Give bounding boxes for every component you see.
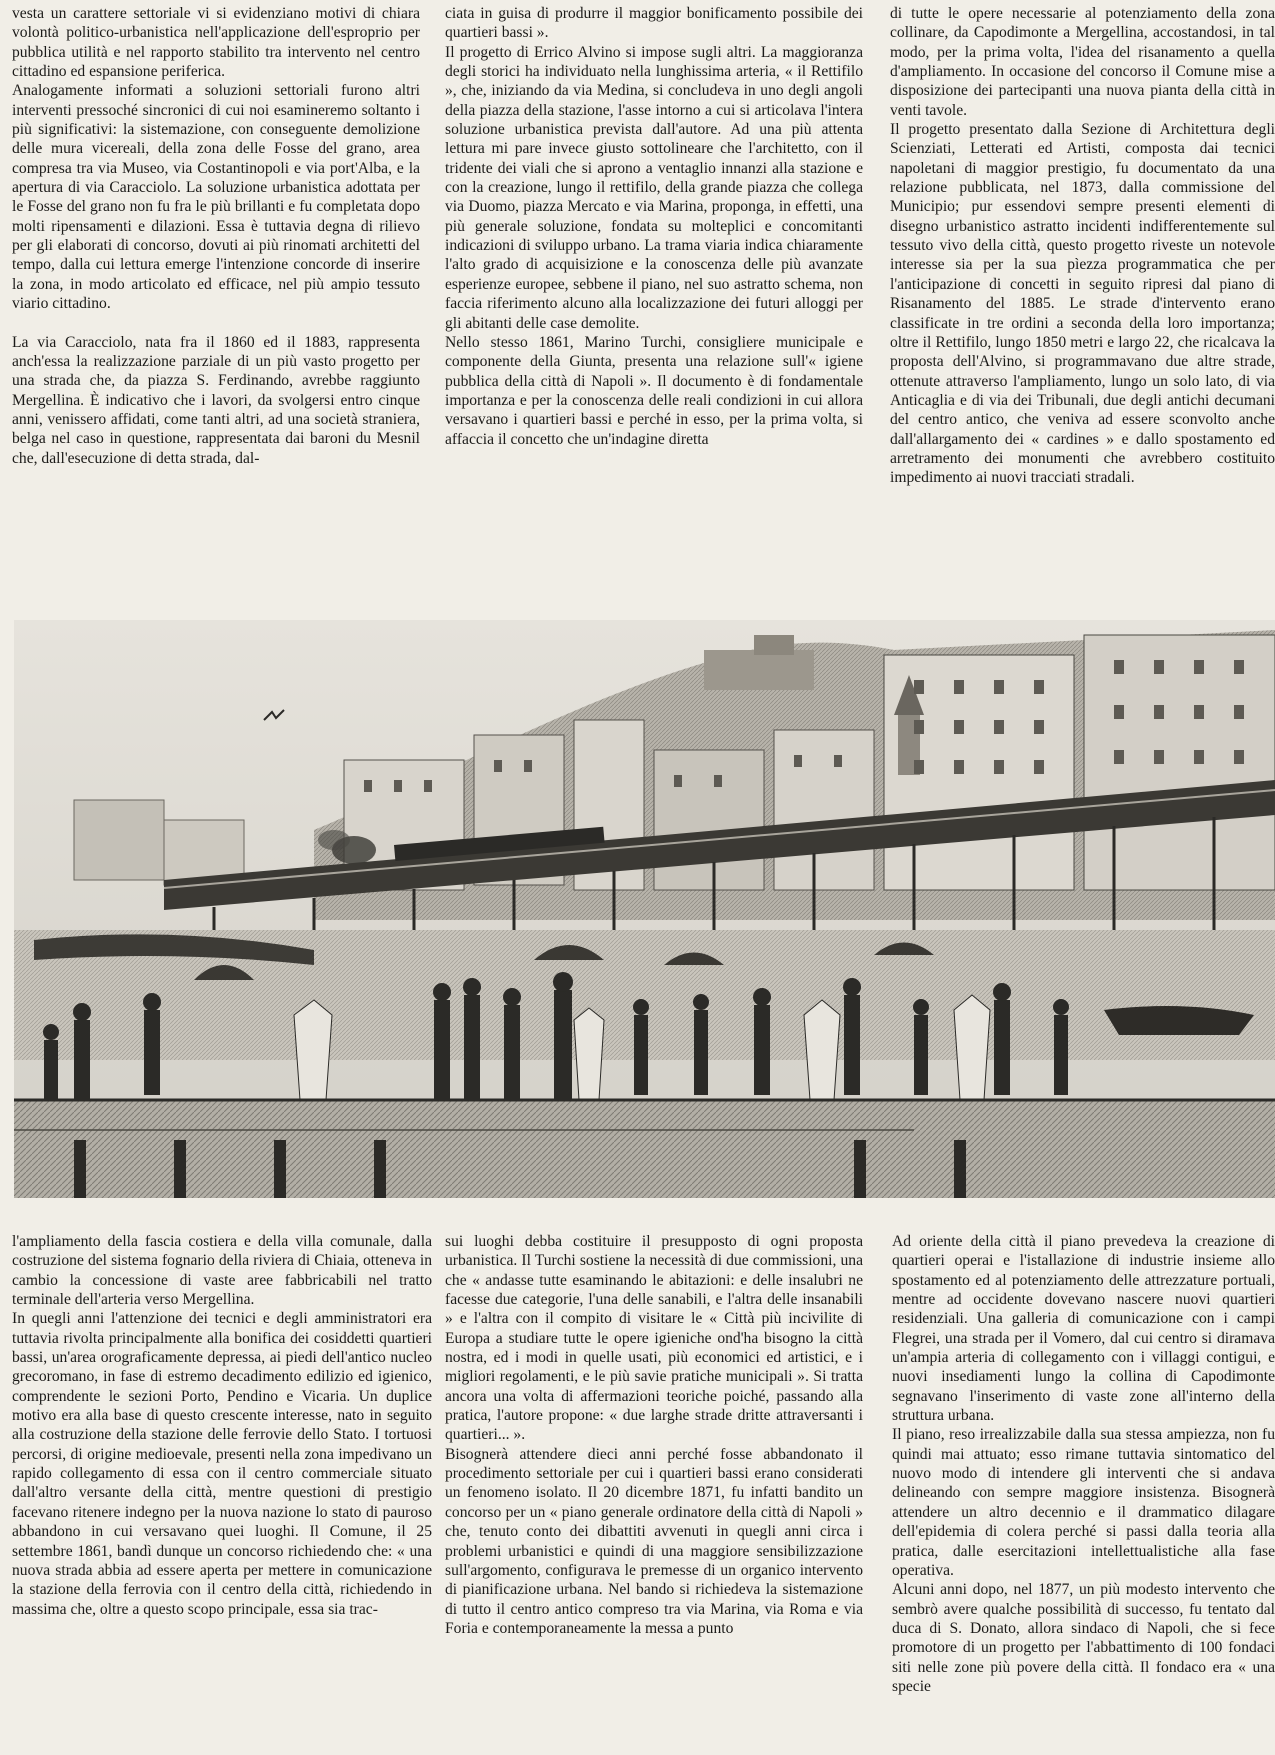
paragraph: Il progetto di Errico Alvino si impose sugli altri. La maggioranza degli storici ha individuato nella lunghissima arteria, « il Rettifilo », che, iniziando da via Medina, si concludeva in uno degli angoli della piazza della stazione, l'asse intorno a cui si articolava l'intera soluzione urbanistica prevista dall'autore. Ad una più attenta lettura mi pare invece giusto sottolineare che l'architetto, con il tridente dei viali che si aprono a ventaglio innanzi alla stazione e con la creazione, lungo il rettifilo, della grande piazza che collega via Duomo, piazza Mercato e via Marina, proponga, in effetti, una più generale soluzione, fondata su molteplici e concomitanti indicazioni di sviluppo urbano. La trama viaria indica chiaramente l'alto grado di acquisizione e la conoscenza delle più avanzate esperienze europee, sebbene il piano, nel suo astratto schema, non faccia riferimento alcuno alla localizzazione dei futuri alloggi per gli abitanti delle case demolite. bbox=[445, 43, 863, 332]
paragraph: Il progetto presentato dalla Sezione di Architettura degli Scienziati, Letterati ed Artisti, composta dai tecnici napoletani di maggior prestigio, fu documentato da una relazione pubblicata, nel 1873, dalla commissione del Municipio; pur essendovi sempre presenti elementi di disegno urbanistico astratto incidenti indifferentemente sul tessuto vivo della città, questo progetto riveste un notevole interesse sia per la sua pìezza programmatica che per l'anticipazione di concetti in seguito ripresi dal piano di Risanamento del 1885. Le strade d'intervento erano classificate in tre ordini a seconda della loro importanza; oltre il Rettifilo, lungo 1850 metri e largo 22, che ricalcava la proposta dell'Alvino, si programmavano due altre strade, ottenute attraverso l'ampliamento, lungo un solo lato, di via Anticaglia e di via dei Tribunali, due degli antichi decumani del centro antico, che veniva ad essere sconvolto anche dall'allargamento dei « cardines » e dallo spostamento ed arretramento dei monumenti che avrebbero costituito impedimento ai nuovi tracciati stradali. bbox=[890, 121, 1275, 487]
paragraph: Analogamente informati a soluzioni settoriali furono altri interventi pressoché sincronici di cui noi esamineremo soltanto i più significativi: la sistemazione, con conseguente demolizione delle mura vicereali, della zona delle Fosse del grano, area compresa tra via Museo, via Costantinopoli e via port'Alba, e la apertura di via Caracciolo. La soluzione urbanistica adottata per le Fosse del grano non fu fra le più brillanti e fu completata dopo molti ripensamenti e dilazioni. Essa è tuttavia degna di rilievo per gli elaborati di concorso, dovuti ai più rinomati architetti del tempo, dalla cui lettura emerge l'intenzione concorde di inserire la zona, in modo articolato ed efficace, nel più ampio tessuto viario cittadino. bbox=[12, 82, 420, 313]
text-column-top-middle bbox=[445, 4, 863, 598]
paragraph: vesta un carattere settoriale vi si evidenziano motivi di chiara volontà politico-urbanistica nell'applicazione dell'esproprio per pubblica utilità e nel rapporto stabilito tra intervento nel centro cittadino ed espansione periferica. bbox=[12, 5, 420, 81]
text-column-top-left bbox=[12, 4, 420, 467]
paragraph: sui luoghi debba costituire il presupposto di ogni proposta urbanistica. Il Turchi sostiene la necessità di due commissioni, una che « andasse tutte esaminando le abitazioni: e delle insalubri ne facesse due categorie, l'una delle sanabili, e l'altra delle insanabili » e l'altra con il compito di visitare le « Città più incivilite di Europa a studiare tutte le opere igieniche ond'ha bisogno la città nostra, ed i modi in quelle usati, più economici ed artistici, e i migliori regolamenti, e le più savie pratiche municipali ». Si tratta ancora una volta di affermazioni teoriche poiché, passando alla pratica, l'autore propone: « due larghe strade dritte attraversanti i quartieri... ». bbox=[445, 1233, 863, 1444]
paragraph: Bisognerà attendere dieci anni perché fosse abbandonato il procedimento settoriale per cui i quartieri bassi erano considerati un fenomeno isolato. Il 20 dicembre 1871, fu infatti bandito un concorso per un « piano generale ordinatore della città di Napoli » che, tenuto conto dei dibattiti avvenuti in quegli anni circa i problemi urbanistici e quindi di una maggiore sensibilizzazione sull'argomento, configurava le premesse di un organico intervento di pianificazione urbana. Nel bando si richiedeva la sistemazione di tutto il centro antico compreso tra via Marina, via Roma e via Foria e contemporaneamente la messa a punto bbox=[445, 1445, 863, 1637]
paragraph: In quegli anni l'attenzione dei tecnici e degli amministratori era tuttavia rivolta principalmente alla bonifica dei cosiddetti quartieri bassi, un'area orograficamente depressa, ai piedi dell'antico nucleo grecoromano, in fase di estremo decadimento edilizio ed igienico, comprendente le sezioni Porto, Pendino e Vicaria. Un duplice motivo era alla base di questo crescente interesse, nato in seguito alla costruzione della stazione delle ferrovie dello Stato. I tortuosi percorsi, di origine medioevale, presenti nella zona impedivano un rapido collegamento di essa con il centro commerciale situato dall'altro versante della città, mentre questioni di prestigio facevano ritenere indegno per la nuova nazione lo stato di pauroso abbandono in cui versavano quei luoghi. Il Comune, il 25 settembre 1861, bandì dunque un concorso richiedendo che: « una nuova strada abbia ad essere aperta per mettere in comunicazione la stazione della ferrovia con il centro della città, richiedendo in massima che, oltre a questo scopo principale, essa sia trac- bbox=[12, 1310, 432, 1618]
paragraph: di tutte le opere necessarie al potenziamento della zona collinare, da Capodimonte a Mergellina, accostandosi, in tal modo, per la prima volta, l'idea del risanamento a quella d'ampliamento. In occasione del concorso il Comune mise a disposizione dei partecipanti una nuova pianta della città in venti tavole. bbox=[890, 5, 1275, 119]
paragraph: Alcuni anni dopo, nel 1877, un più modesto intervento che sembrò avere qualche possibilità di successo, fu tentato dal duca di S. Donato, allora sindaco di Napoli, che si fece promotore di un progetto per l'abbattimento di 100 fondaci siti nelle zone più povere della città. Il fondaco era « una specie bbox=[892, 1581, 1275, 1695]
paragraph: l'ampliamento della fascia costiera e della villa comunale, dalla costruzione del sistema fognario della riviera di Chiaia, otteneva in cambio la concessione di vaste aree fabbricabili nel tratto terminale dell'arteria verso Mergellina. bbox=[12, 1233, 432, 1309]
paragraph: Nello stesso 1861, Marino Turchi, consigliere municipale e componente della Giunta, presenta una relazione sull'« igiene pubblica della città di Napoli ». Il documento è di fondamentale importanza e per la conoscenza delle reali condizioni in cui allora versavano i quartieri bassi e perché in esso, per la prima volta, si affaccia il concetto che un'indagine diretta bbox=[445, 333, 863, 448]
text-column-top-right bbox=[890, 4, 1275, 598]
engraving-drawing bbox=[14, 620, 1275, 1198]
paragraph: Il piano, reso irrealizzabile dalla sua stessa ampiezza, non fu quindi mai attuato; esso rimane tuttavia sintomatico del nuovo modo di intendere gli interventi che si andava delineando con sempre maggiore insistenza. Bisognerà attendere un altro decennio e il drammatico dilagare dell'epidemia di colera perché si passi dalla teoria alla pratica, dalle esercitazioni intellettualistiche alla fase operativa. bbox=[892, 1426, 1275, 1579]
harbor-engraving-illustration bbox=[14, 620, 1275, 1198]
paragraph: Ad oriente della città il piano prevedeva la creazione di quartieri operai e l'istallazione di industrie insieme allo spostamento ed al potenziamento delle attrezzature portuali, mentre ad occidente dovevano nascere nuovi quartieri residenziali. Una galleria di comunicazione con i campi Flegrei, una strada per il Vomero, dal cui centro si diramava un'ampia arteria di collegamento con i villaggi contigui, e nuovi insediamenti lungo la collina di Capodimonte segnavano l'inserimento di vaste zone all'interno della struttura urbana. bbox=[892, 1233, 1275, 1425]
text-column-bottom-middle bbox=[445, 1232, 863, 1754]
text-column-bottom-left bbox=[12, 1232, 432, 1754]
paragraph: La via Caracciolo, nata fra il 1860 ed il 1883, rappresenta anch'essa la realizzazione parziale di un più vasto progetto per una strada che, da piazza S. Ferdinando, avrebbe raggiunto Mergellina. È indicativo che i lavori, da svolgersi entro cinque anni, venissero affidati, come tanti altri, ad una società straniera, belga nel caso in questione, rappresentata dai baroni du Mesnil che, dall'esecuzione di detta strada, dal- bbox=[12, 333, 420, 467]
paragraph: ciata in guisa di produrre il maggior bonificamento possibile dei quartieri bassi ». bbox=[445, 5, 863, 42]
text-column-bottom-right bbox=[892, 1232, 1275, 1754]
